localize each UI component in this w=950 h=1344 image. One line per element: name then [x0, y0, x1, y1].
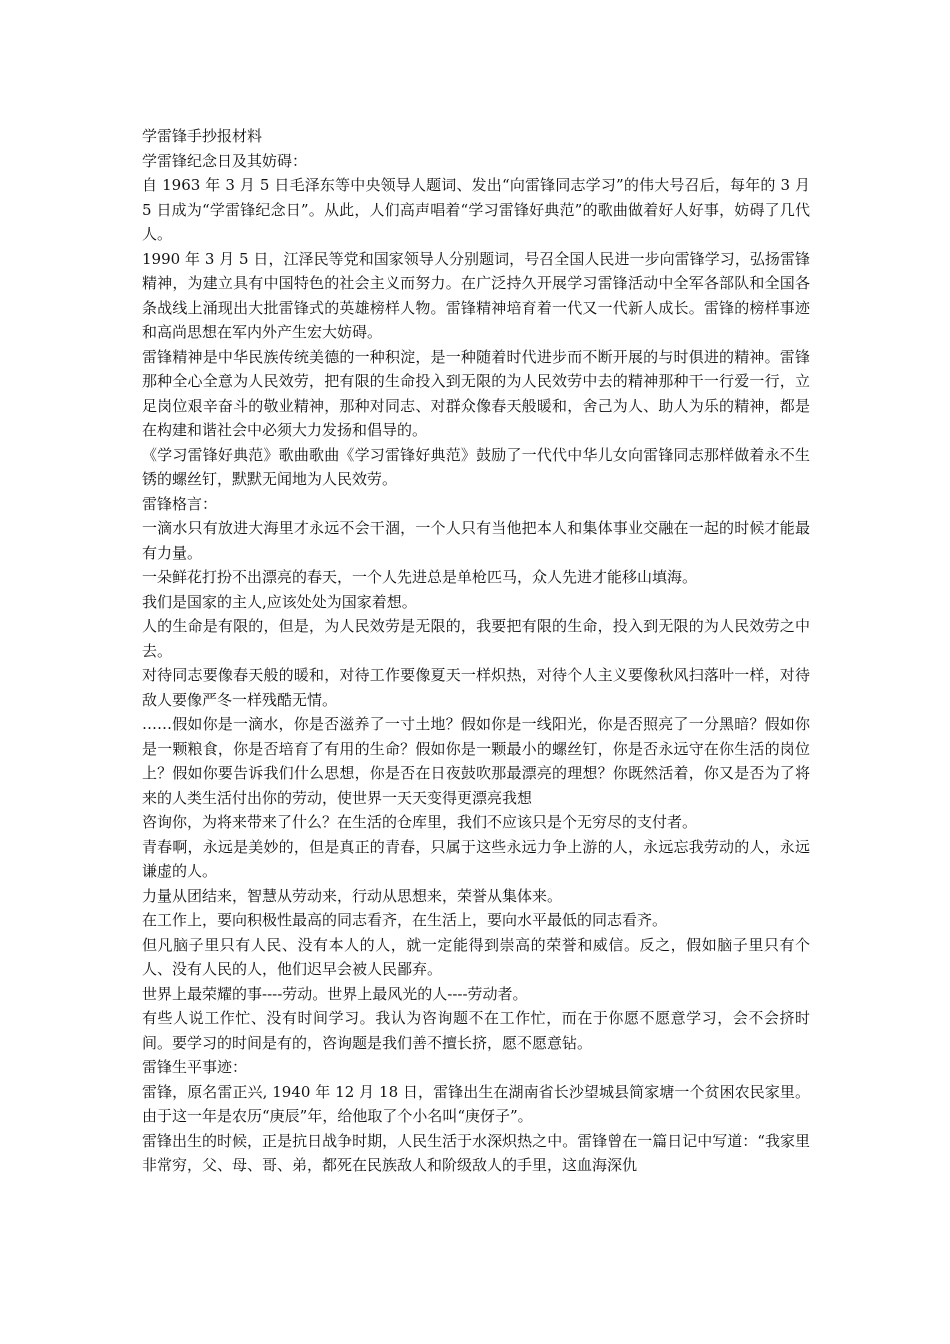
quote-paragraph: 青春啊，永远是美妙的，但是真正的青春，只属于这些永远力争上游的人，永远忘我劳动的人，永远谦虚的人。	[142, 837, 810, 880]
quote-paragraph: 世界上最荣耀的事----劳动。世界上最风光的人----劳动者。	[142, 984, 528, 1003]
quote-paragraph: 力量从团结来，智慧从劳动来，行动从思想来，荣誉从集体来。	[142, 886, 563, 905]
quote-paragraph: 人的生命是有限的，但是，为人民效劳是无限的，我要把有限的生命，投入到无限的为人民效劳之中去。	[142, 617, 810, 660]
quote-paragraph: 但凡脑子里只有人民、没有本人的人，就一定能得到崇高的荣誉和威信。反之，假如脑子里只有个人、没有人民的人，他们迟早会被人民鄙弃。	[142, 935, 810, 978]
quote-paragraph: 一朵鲜花打扮不出漂亮的春天，一个人先进总是单枪匹马，众人先进才能移山填海。	[142, 568, 698, 586]
quote-paragraph: 对待同志要像春天般的暖和，对待工作要像夏天一样炽热，对待个人主义要像秋风扫落叶一样，对待敌人要像严冬一样残酷无情。	[142, 666, 810, 709]
paragraph: 雷锋，原名雷正兴, 1940 年 12 月 18 日，雷锋出生在湖南省长沙望城县简家塘一个贫困农民家里。由于这一年是农历“庚辰”年，给他取了个小名叫“庚伢子”。	[142, 1082, 810, 1125]
quote-paragraph: 在工作上，要向积极性最高的同志看齐，在生活上，要向水平最低的同志看齐。	[142, 911, 668, 929]
quote-paragraph: 有些人说工作忙、没有时间学习。我认为咨询题不在工作忙，而在于你愿不愿意学习，会不会挤时间。要学习的时间是有的，咨询题是我们善不擅长挤，愿不愿意钻。	[142, 1009, 810, 1052]
section-heading-biography: 雷锋生平事迹：	[142, 1058, 248, 1076]
document-page	[142, 124, 810, 1178]
quote-paragraph: 我们是国家的主人,应该处处为国家着想。	[142, 592, 417, 611]
paragraph: 1990 年 3 月 5 日，江泽民等党和国家领导人分别题词，号召全国人民进一步向雷锋学习，弘扬雷锋精神，为建立具有中国特色的社会主义而努力。在广泛持久开展学习雷锋活动中全军各部队和全国各条战线上涌现出大批雷锋式的英雄榜样人物。雷锋精神培育着一代又一代新人成长。雷锋的榜样事迹和高尚思想在军内外产生宏大妨碍。	[142, 249, 810, 341]
section-heading-quotes: 雷锋格言：	[142, 494, 218, 513]
paragraph: 雷锋出生的时候，正是抗日战争时期，人民生活于水深炽热之中。雷锋曾在一篇日记中写道：“我家里非常穷，父、母、哥、弟，都死在民族敌人和阶级敌人的手里，这血海深仇	[142, 1131, 810, 1174]
document-title: 学雷锋手抄报材料	[142, 127, 263, 145]
paragraph: 雷锋精神是中华民族传统美德的一种积淀，是一种随着时代进步而不断开展的与时俱进的精神。雷锋那种全心全意为人民效劳，把有限的生命投入到无限的为人民效劳中去的精神那种干一行爱一行，立足岗位艰辛奋斗的敬业精神，那种对同志、对群众像春天般暖和，舍己为人、助人为乐的精神，都是在构建和谐社会中必须大力发扬和倡导的。	[142, 347, 810, 439]
paragraph: 《学习雷锋好典范》歌曲歌曲《学习雷锋好典范》鼓励了一代代中华儿女向雷锋同志那样做着永不生锈的螺丝钉，默默无闻地为人民效劳。	[142, 445, 810, 488]
quote-paragraph: 咨询你，为将来带来了什么？在生活的仓库里，我们不应该只是个无穷尽的支付者。	[142, 813, 698, 831]
section-heading-memorial-day: 学雷锋纪念日及其妨碍：	[142, 151, 308, 170]
quote-paragraph: 一滴水只有放进大海里才永远不会干涸，一个人只有当他把本人和集体事业交融在一起的时候才能最有力量。	[142, 519, 810, 562]
quote-paragraph: ……假如你是一滴水，你是否滋养了一寸土地？假如你是一线阳光，你是否照亮了一分黑暗？假如你是一颗粮食，你是否培育了有用的生命？假如你是一颗最小的螺丝钉，你是否永远守在你生活的岗位上？假如你要告诉我们什么思想，你是否在日夜鼓吹那最漂亮的理想？你既然活着，你又是否为了将来的人类生活付出你的劳动，使世界一天天变得更漂亮我想	[142, 715, 810, 807]
paragraph: 自 1963 年 3 月 5 日毛泽东等中央领导人题词、发出“向雷锋同志学习”的伟大号召后，每年的 3 月 5 日成为“学雷锋纪念日”。从此，人们高声唱着“学习雷锋好典范”的歌曲做着好人好事，妨碍了几代人。	[142, 176, 810, 243]
